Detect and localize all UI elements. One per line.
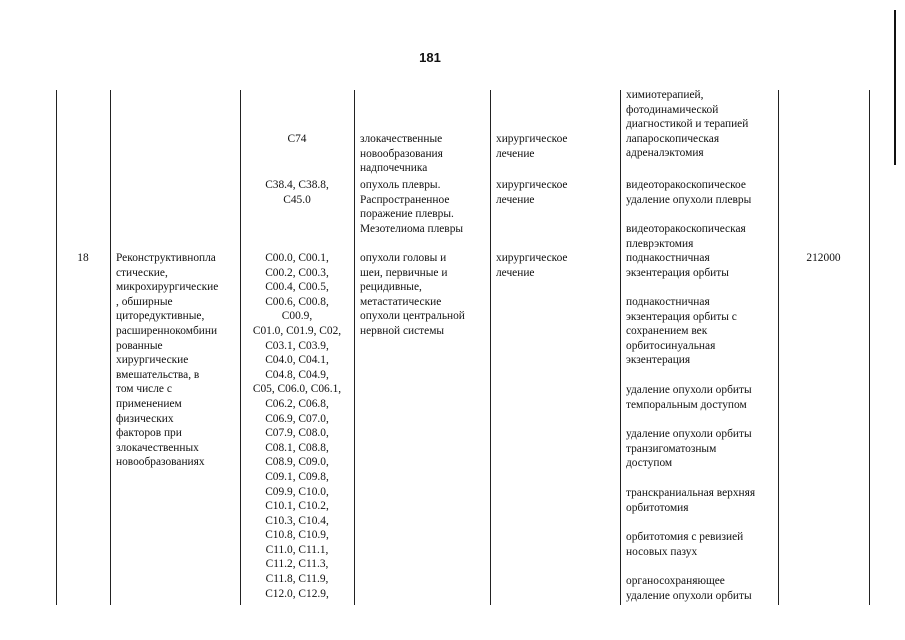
method-line: поднакостничная: [626, 296, 710, 308]
column-divider-4: [490, 90, 491, 605]
model-pleura: [360, 178, 490, 236]
icd-code-line: C08.9, C09.0,: [265, 456, 329, 469]
method-orbit-3: [626, 383, 778, 412]
method-orbit-4: [626, 427, 778, 471]
icd-codes-pleura: [240, 178, 354, 207]
method-line: видеоторакоскопическая: [626, 223, 746, 235]
group-name-line: расширеннокомбини: [116, 324, 218, 337]
page-number: 181: [419, 50, 441, 65]
method-line: транзигоматозным: [626, 442, 717, 455]
icd-code-line: C74: [287, 133, 307, 145]
group-name-line: , обширные: [116, 295, 173, 308]
treatment-type-head-neck: [496, 251, 620, 280]
method-line: удаление опухоли плевры: [626, 193, 752, 206]
icd-codes-adrenal: [240, 132, 354, 147]
icd-code-line: C03.1, C03.9,: [265, 339, 329, 352]
model-line: злокачественные: [360, 133, 443, 145]
group-name-line: стические,: [116, 266, 168, 279]
treatment-line: хирургическое: [496, 179, 568, 191]
method-line: орбитотомия: [626, 501, 689, 514]
icd-code-line: C11.8, C11.9,: [265, 573, 329, 586]
group-name-line: новообразованиях: [116, 456, 205, 469]
icd-code-line: C00.9,: [281, 310, 313, 323]
method-pleura-2: [626, 222, 778, 251]
method-line: плеврэктомия: [626, 237, 694, 250]
method-line: экзентерация орбиты с: [626, 310, 737, 323]
method-orbit-6: [626, 530, 778, 559]
model-head-neck: [360, 251, 490, 339]
icd-code-line: C08.1, C08.8,: [265, 441, 329, 454]
method-orbit-5: [626, 486, 778, 515]
model-line: опухоли центральной: [360, 310, 465, 323]
model-line: Распространенное: [360, 193, 450, 206]
icd-code-line: C05, C06.0, C06.1,: [252, 383, 342, 396]
method-line: носовых пазух: [626, 545, 698, 558]
method-line: лапароскопическая: [626, 132, 720, 145]
method-pleura-1: [626, 178, 778, 207]
method-line: экзентерация орбиты: [626, 266, 729, 279]
group-name-line: злокачественных: [116, 441, 199, 454]
method-line: удаление опухоли орбиты: [626, 428, 752, 440]
icd-code-line: C00.2, C00.3,: [265, 266, 329, 279]
method-orbit-1: [626, 251, 778, 280]
method-line: органосохраняющее: [626, 575, 725, 587]
icd-code-line: C45.0: [283, 193, 311, 206]
method-orbit-7: [626, 574, 778, 603]
icd-code-line: C10.1, C10.2,: [265, 500, 329, 513]
group-name-line: циторедуктивные,: [116, 310, 205, 323]
page-edge-mark: [894, 10, 896, 165]
icd-code-line: C38.4, C38.8,: [265, 179, 329, 191]
icd-code-line: C04.0, C04.1,: [265, 354, 329, 367]
icd-code-line: C00.6, C00.8,: [265, 295, 329, 308]
cost-value: 212000: [806, 252, 841, 264]
icd-code-line: C01.0, C01.9, C02,: [252, 324, 342, 337]
group-name-line: рованные: [116, 339, 163, 352]
icd-code-line: C07.9, C08.0,: [265, 427, 329, 440]
treatment-line: лечение: [496, 193, 535, 206]
model-line: нервной системы: [360, 324, 445, 337]
icd-code-line: C11.0, C11.1,: [265, 543, 329, 556]
icd-code-line: C06.2, C06.8,: [265, 397, 329, 410]
table-border-right: [869, 90, 870, 605]
method-line: видеоторакоскопическое: [626, 179, 746, 191]
method-line: доступом: [626, 457, 673, 470]
group-name: [116, 251, 240, 470]
group-name-line: вмешательства, в: [116, 368, 200, 381]
group-name-line: применением: [116, 397, 182, 410]
icd-code-line: C10.8, C10.9,: [265, 529, 329, 542]
method-line: сохранением век: [626, 325, 708, 338]
icd-code-line: C06.9, C07.0,: [265, 412, 329, 425]
method-line: экзентерация: [626, 354, 691, 367]
treatment-line: хирургическое: [496, 252, 568, 264]
icd-code-line: C09.1, C09.8,: [265, 470, 329, 483]
method-line: транскраниальная верхняя: [626, 487, 756, 499]
model-line: метастатические: [360, 295, 442, 308]
model-line: опухоль плевры.: [360, 179, 441, 191]
group-name-line: физических: [116, 412, 174, 425]
column-divider-3: [354, 90, 355, 605]
icd-code-line: C10.3, C10.4,: [265, 514, 329, 527]
treatment-line: хирургическое: [496, 133, 568, 145]
method-line: адреналэктомия: [626, 147, 704, 160]
model-line: шеи, первичные и: [360, 266, 448, 279]
model-adrenal: [360, 132, 490, 176]
row-number: 18: [77, 252, 89, 264]
icd-code-line: C00.0, C00.1,: [265, 252, 329, 264]
table-border-left: [56, 90, 57, 605]
method-line: диагностикой и терапией: [626, 118, 749, 131]
model-line: рецидивные,: [360, 281, 422, 294]
treatment-type-pleura: [496, 178, 620, 207]
group-name-line: факторов при: [116, 427, 182, 440]
model-line: надпочечника: [360, 162, 428, 175]
method-intro: [626, 88, 778, 161]
method-line: орбитотомия с ревизией: [626, 531, 744, 543]
method-line: фотодинамической: [626, 103, 719, 116]
model-line: поражение плевры.: [360, 208, 454, 221]
icd-code-line: C12.0, C12.9,: [265, 587, 329, 600]
group-name-line: Реконструктивнопла: [116, 252, 216, 264]
method-orbit-2: [626, 295, 778, 368]
treatment-line: лечение: [496, 266, 535, 279]
method-line: химиотерапией,: [626, 89, 704, 101]
column-divider-5: [620, 90, 621, 605]
group-name-line: хирургические: [116, 354, 189, 367]
treatment-line: лечение: [496, 147, 535, 160]
method-line: удаление опухоли орбиты: [626, 384, 752, 396]
method-line: поднакостничная: [626, 252, 710, 264]
model-line: новообразования: [360, 147, 443, 160]
model-line: опухоли головы и: [360, 252, 447, 264]
icd-code-line: C09.9, C10.0,: [265, 485, 329, 498]
icd-code-line: C04.8, C04.9,: [265, 368, 329, 381]
method-line: темпоральным доступом: [626, 398, 747, 411]
column-divider-6: [778, 90, 779, 605]
model-line: Мезотелиома плевры: [360, 222, 464, 235]
group-name-line: микрохирургические: [116, 281, 219, 294]
method-line: удаление опухоли орбиты: [626, 589, 752, 602]
icd-codes-head-neck: [240, 251, 354, 601]
icd-code-line: C11.2, C11.3,: [265, 558, 329, 571]
group-name-line: том числе с: [116, 383, 172, 396]
treatment-type-adrenal: [496, 132, 620, 161]
column-divider-1: [110, 90, 111, 605]
icd-code-line: C00.4, C00.5,: [265, 281, 329, 294]
method-line: орбитосинуальная: [626, 339, 716, 352]
